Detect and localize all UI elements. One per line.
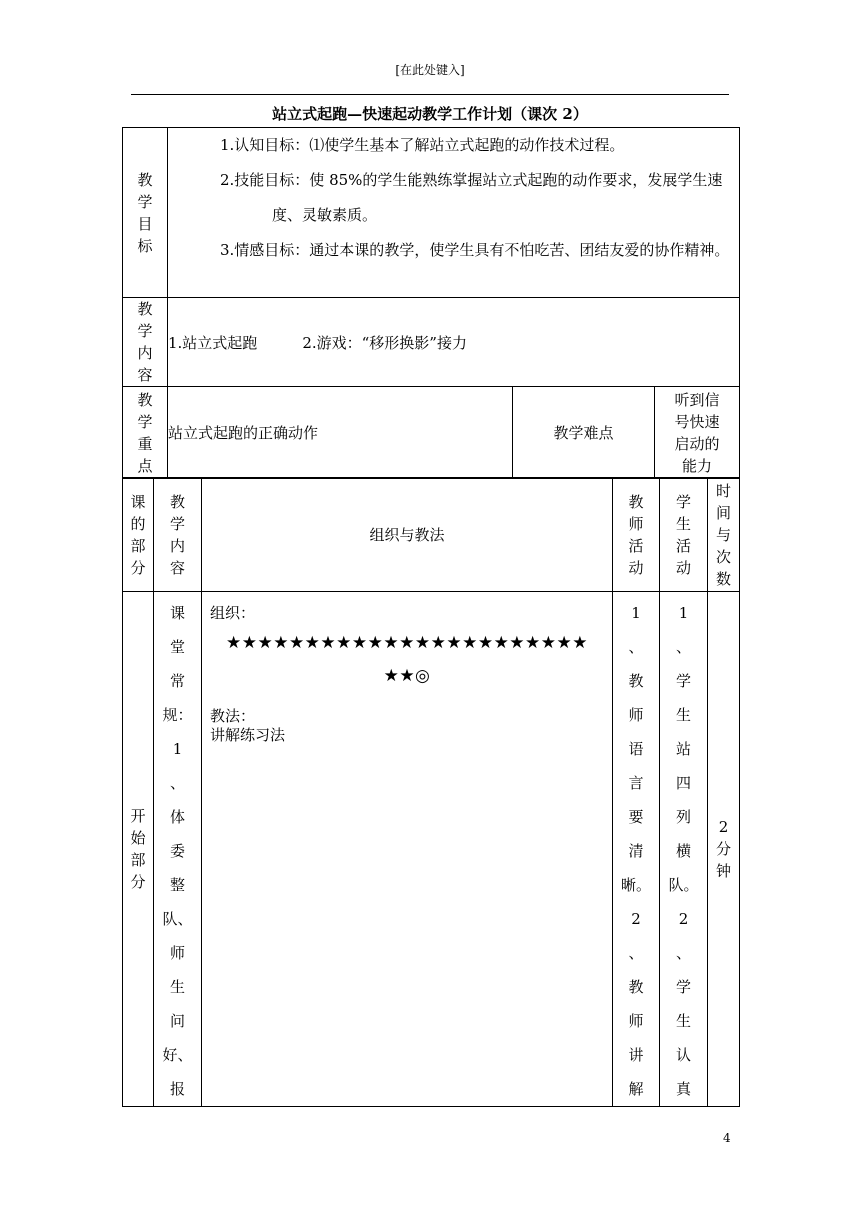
content-row xyxy=(123,298,740,387)
method-label: 教法： xyxy=(210,707,256,725)
formation-stars-row1: ★★★★★★★★★★★★★★★★★★★★★★★ xyxy=(225,633,589,653)
org-label: 组织： xyxy=(210,604,256,622)
method-text: 讲解练习法 xyxy=(210,726,286,744)
start-time: 2 分 钟 xyxy=(708,592,740,1107)
content-item-1: 1.站立式起跑 xyxy=(168,333,258,352)
col-time: 时 间 与 次 数 xyxy=(708,478,740,592)
start-section-row xyxy=(123,592,740,1107)
focus-row xyxy=(123,387,740,479)
header-rule xyxy=(131,94,729,95)
focus-label: 教 学 重 点 xyxy=(123,387,168,479)
start-student-activity: 1 、 学 生 站 四 列 横 队。 2 、 学 生 认 真 xyxy=(660,592,708,1107)
difficulty-label: 教学难点 xyxy=(513,387,655,479)
lesson-parts-table xyxy=(122,477,740,1107)
col-method: 组织与教法 xyxy=(202,478,613,592)
content-label: 教 学 内 容 xyxy=(123,298,168,387)
start-method xyxy=(202,592,613,1107)
formation-stars-row2: ★★◎ xyxy=(383,666,431,686)
start-teacher-activity: 1 、 教 师 语 言 要 清 晰。 2 、 教 师 讲 解 xyxy=(613,592,660,1107)
content-item-2: 2.游戏：“移形换影”接力 xyxy=(302,333,467,352)
col-student: 学 生 活 动 xyxy=(660,478,708,592)
lesson-info-table xyxy=(122,127,740,479)
objectives-list xyxy=(168,128,740,298)
focus-text: 站立式起跑的正确动作 xyxy=(168,387,513,479)
col-teacher: 教 师 活 动 xyxy=(613,478,660,592)
page-title: 站立式起跑—快速起动教学工作计划（课次 2） xyxy=(272,105,588,123)
content-items xyxy=(168,298,740,387)
objectives-row xyxy=(123,128,740,298)
col-content: 教 学 内 容 xyxy=(154,478,202,592)
objective-affective: 3.情感目标：通过本课的教学，使学生具有不怕吃苦、团结友爱的协作精神。 xyxy=(220,241,730,259)
objective-skill: 2.技能目标：使 85%的学生能熟练掌握站立式起跑的动作要求，发展学生速度、灵敏素质。 xyxy=(220,171,723,224)
header-placeholder[interactable]: [在此处键入] xyxy=(395,63,465,77)
objectives-label: 教 学 目 标 xyxy=(123,128,168,298)
col-part: 课 的 部 分 xyxy=(123,478,154,592)
start-content: 课 堂 常 规： 1 、 体 委 整 队、 师 生 问 好、 报 xyxy=(154,592,202,1107)
page-number: 4 xyxy=(723,1131,731,1145)
column-header-row xyxy=(123,478,740,592)
objective-cognitive: 1.认知目标：⑴使学生基本了解站立式起跑的动作技术过程。 xyxy=(220,136,625,154)
start-part-label: 开 始 部 分 xyxy=(123,592,154,1107)
difficulty-text: 听到信 号快速 启动的 能力 xyxy=(655,387,740,479)
